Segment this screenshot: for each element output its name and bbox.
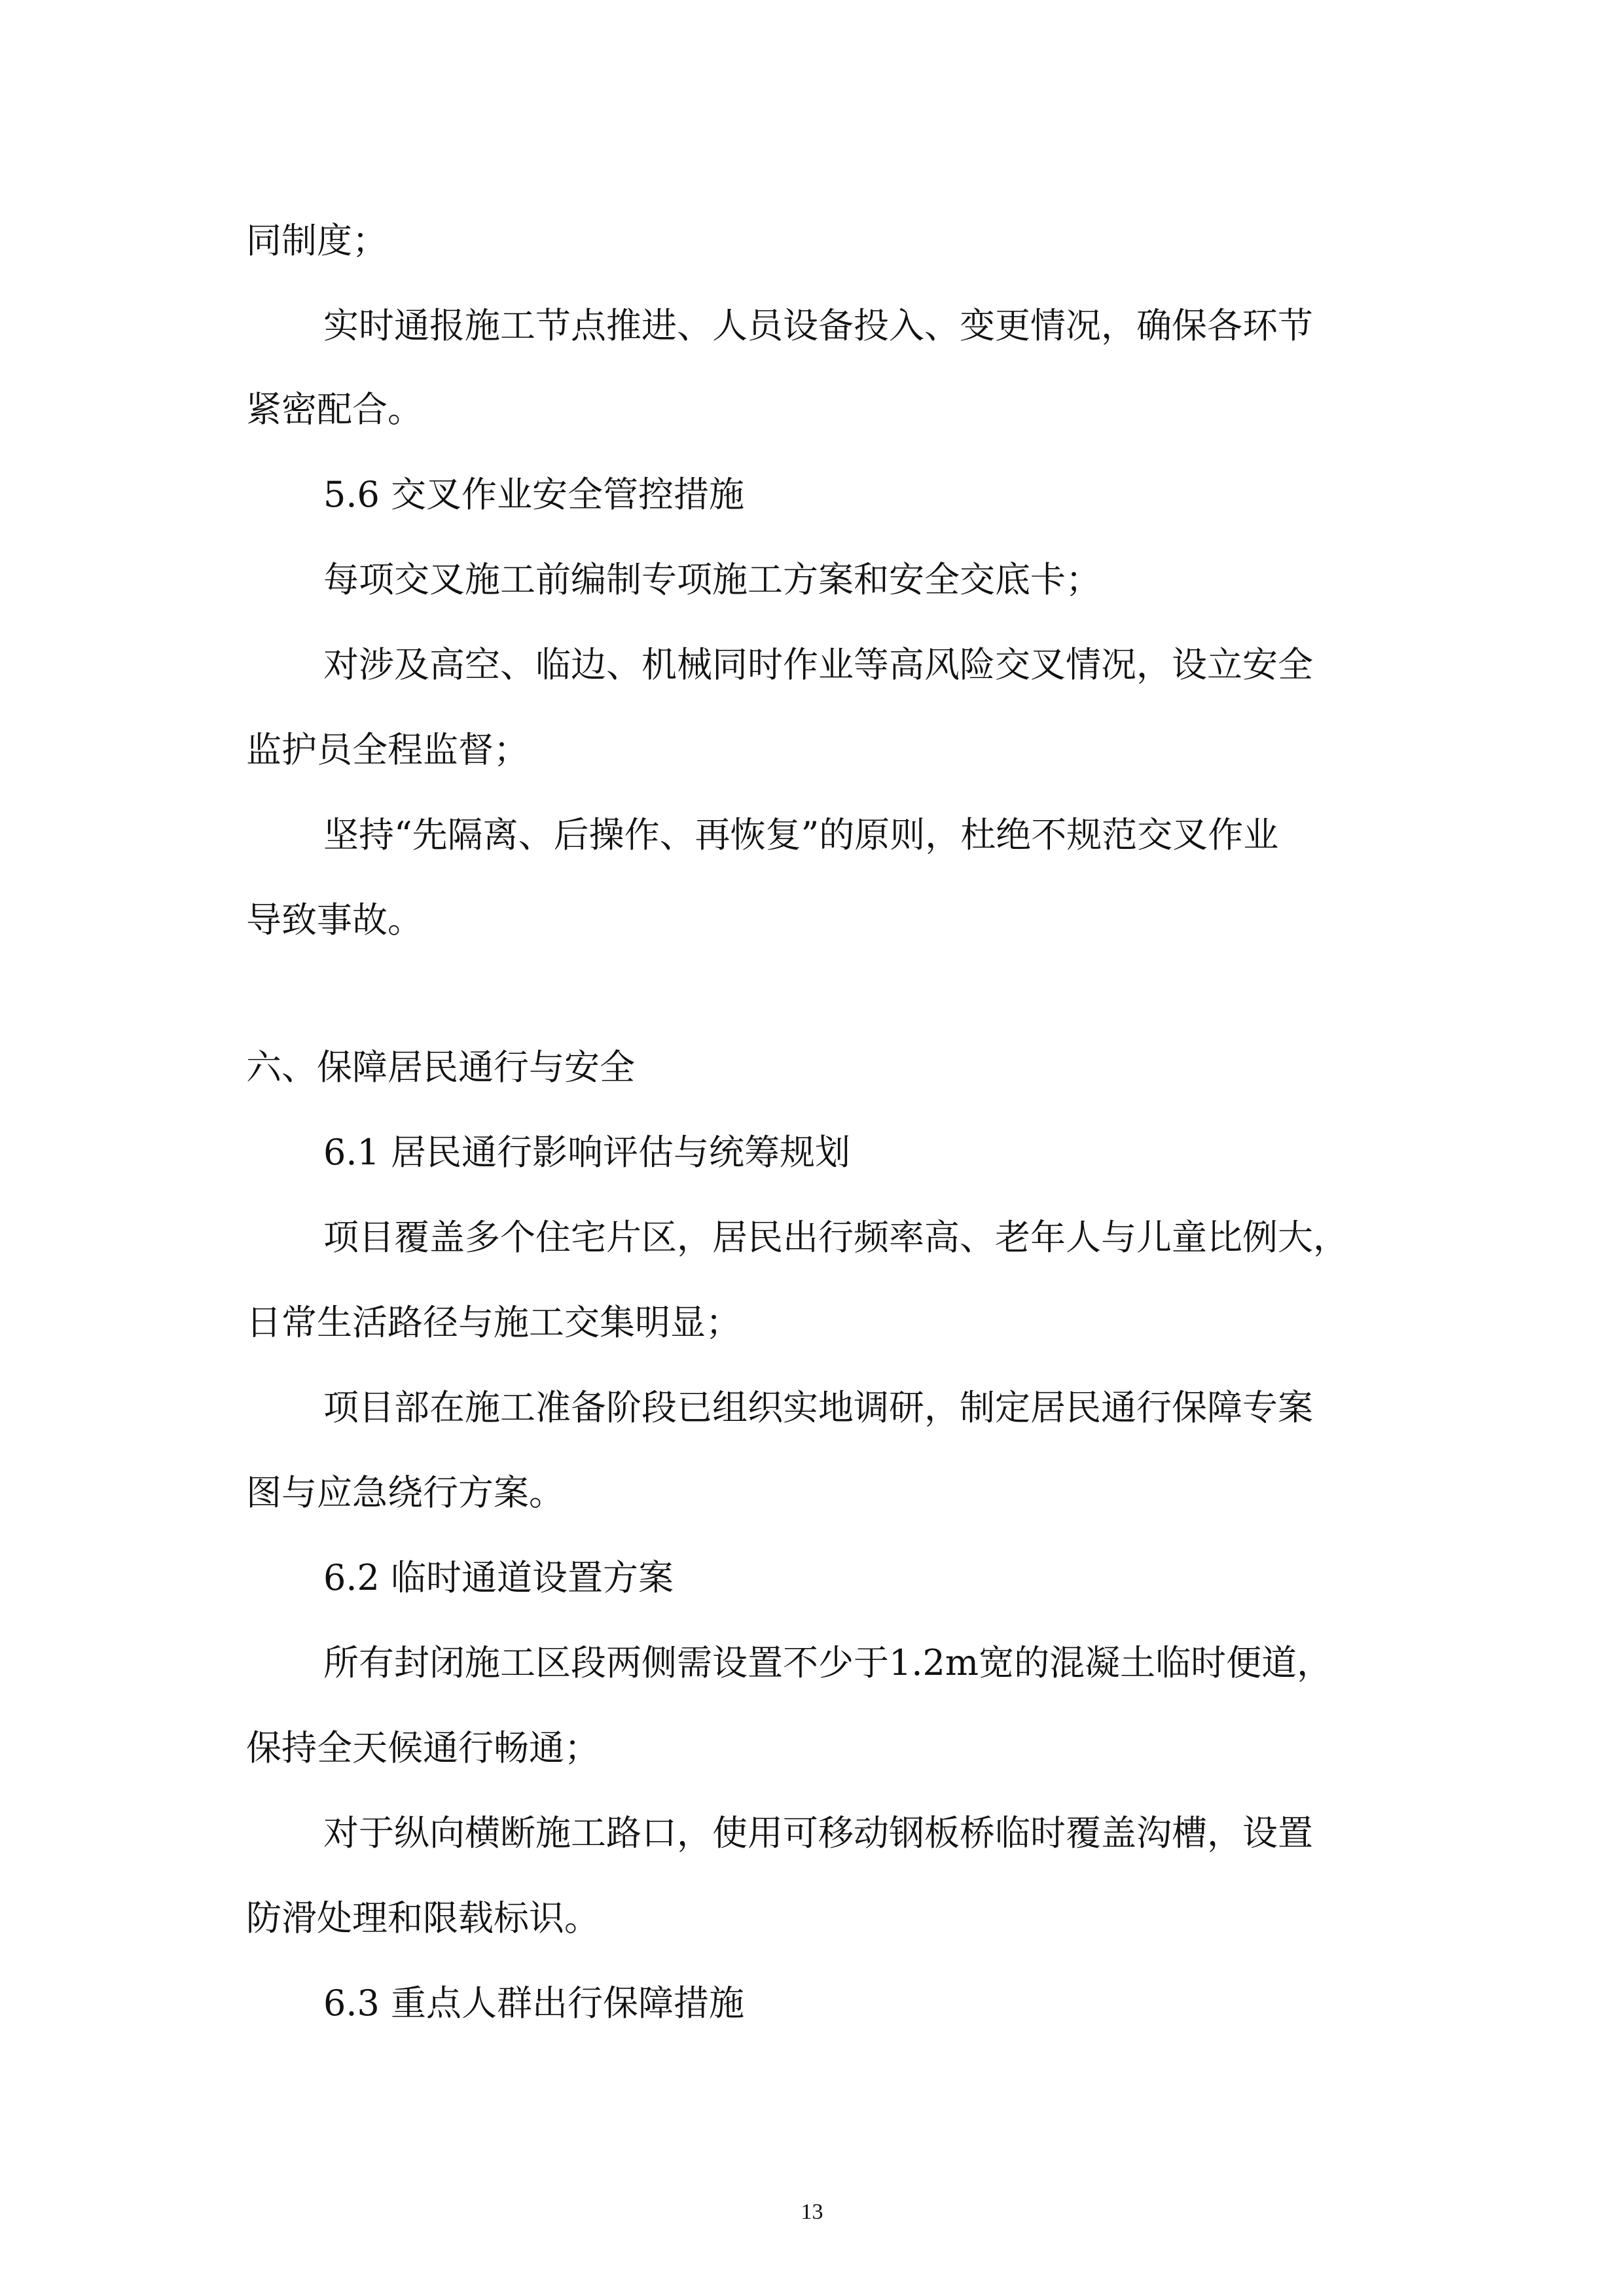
paragraph-steel-bridge: 对于纵向横断施工路口，使用可移动钢板桥临时覆盖沟槽，设置 [323, 1812, 1313, 1854]
paragraph-temporary-walkway: 所有封闭施工区段两侧需设置不少于1.2m宽的混凝土临时便道， [323, 1642, 1333, 1683]
paragraph-principle: 坚持“先隔离、后操作、再恢复”的原则，杜绝不规范交叉作业 [323, 814, 1279, 855]
section-heading-6-3: 6.3 重点人群出行保障措施 [323, 1982, 745, 2024]
paragraph-progress-reporting: 实时通报施工节点推进、人员设备投入、变更情况，确保各环节 [323, 305, 1313, 346]
paragraph-field-survey-cont: 图与应急绕行方案。 [246, 1472, 564, 1513]
paragraph-principle-cont: 导致事故。 [246, 899, 423, 941]
section-heading-6-1: 6.1 居民通行影响评估与统筹规划 [323, 1132, 851, 1173]
paragraph-residential-coverage: 项目覆盖多个住宅片区，居民出行频率高、老年人与儿童比例大， [323, 1217, 1348, 1258]
paragraph-special-plan: 每项交叉施工前编制专项施工方案和安全交底卡； [323, 559, 1101, 600]
paragraph-progress-reporting-cont: 紧密配合。 [246, 389, 423, 430]
chapter-heading-6: 六、保障居民通行与安全 [246, 1047, 635, 1088]
paragraph-field-survey: 项目部在施工准备阶段已组织实地调研，制定居民通行保障专案 [323, 1387, 1313, 1428]
paragraph-high-risk: 对涉及高空、临边、机械同时作业等高风险交叉情况，设立安全 [323, 644, 1313, 685]
paragraph-temporary-walkway-cont: 保持全天候通行畅通； [246, 1727, 600, 1768]
paragraph-continuation: 同制度； [246, 220, 388, 261]
paragraph-high-risk-cont: 监护员全程监督； [246, 729, 529, 770]
section-heading-5-6: 5.6 交叉作业安全管控措施 [323, 474, 745, 515]
paragraph-residential-coverage-cont: 日常生活路径与施工交集明显； [246, 1302, 741, 1343]
paragraph-steel-bridge-cont: 防滑处理和限载标识。 [246, 1897, 600, 1939]
page-number: 13 [801, 2200, 823, 2224]
section-heading-6-2: 6.2 临时通道设置方案 [323, 1557, 674, 1598]
